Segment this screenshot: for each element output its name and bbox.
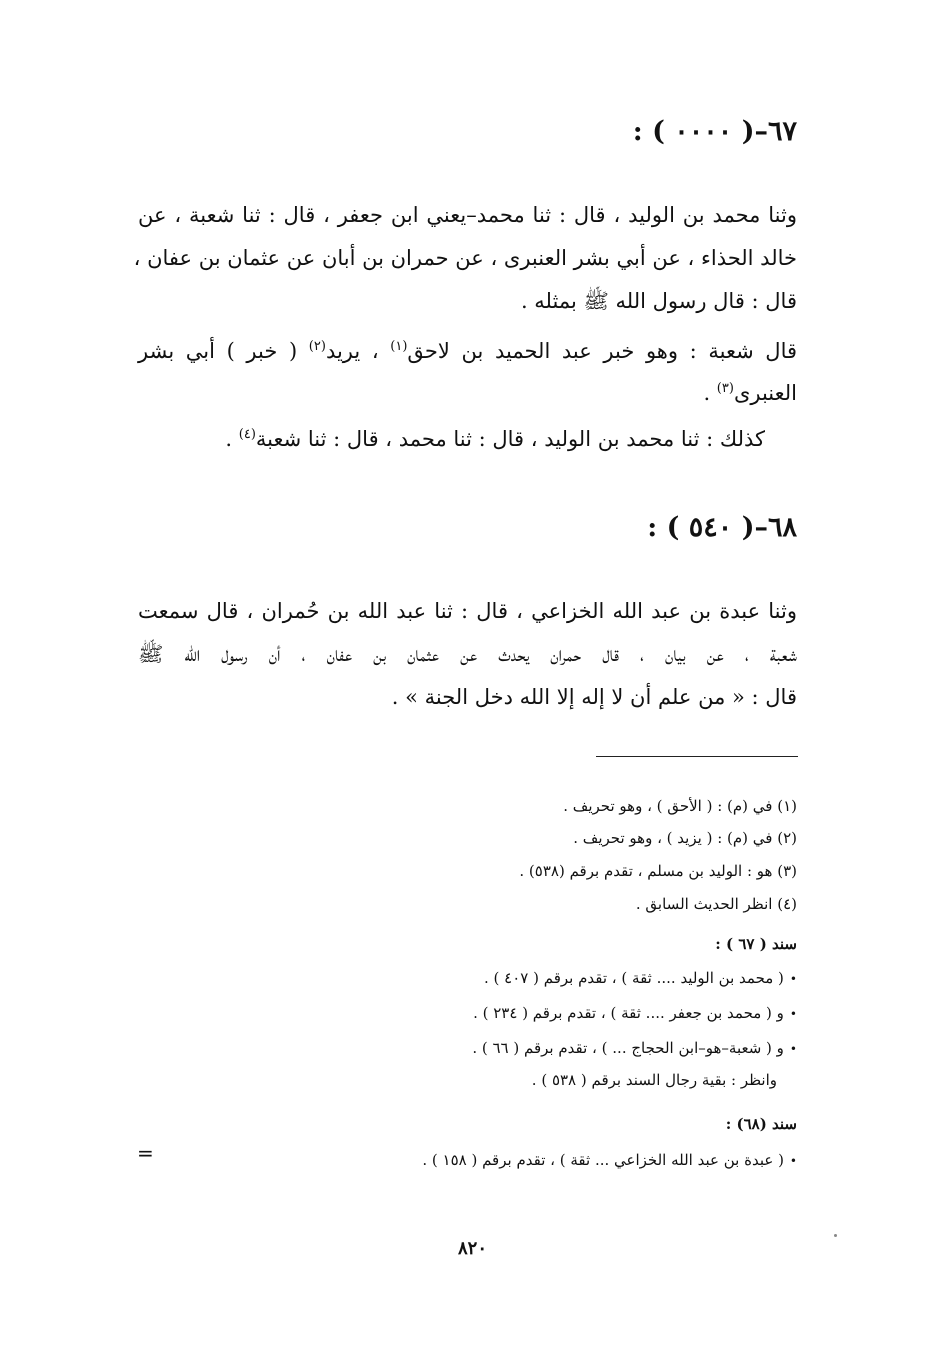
sanad-67-item-3	[472, 1036, 797, 1061]
hadith-68-line-1: وثنا عبدة بن عبد الله الخزاعي ، قال : ثنا عبد الله بن حُمران ، قال سمعت	[138, 599, 797, 623]
sanad-67-note: وانظر : بقية رجال السند برقم ( ٥٣٨ ) .	[531, 1071, 777, 1089]
line-5-text-b: .	[703, 381, 717, 405]
footnote-1: (١) في (م) : ( الأحق ) ، وهو تحريف .	[563, 797, 797, 815]
sanad-67-title: سند ( ٦٧ ) :	[715, 935, 797, 953]
line-4-text-c: ( خبر ) أبي بشر	[138, 339, 309, 363]
hadith-67-line-4	[138, 336, 797, 366]
bullet-icon: •	[789, 972, 797, 986]
footnote-ref-2: (٢)	[308, 339, 326, 354]
bullet-icon: •	[789, 1007, 797, 1021]
bullet-icon: •	[789, 1154, 797, 1168]
footnote-2: (٢) في (م) : ( يزيد ) ، وهو تحريف .	[573, 829, 797, 847]
sanad-67-item-2-text: و ( محمد بن جعفر .... ثقة ) ، تقدم برقم ( ٢٣٤ ) .	[473, 1004, 784, 1022]
footnote-ref-1: (١)	[390, 339, 408, 354]
sanad-67-item-1-text: ( محمد بن الوليد .... ثقة ) ، تقدم برقم ( ٤٠٧ ) .	[484, 969, 784, 987]
line-4-text-a: قال شعبة : وهو خبر عبد الحميد بن لاحق	[407, 339, 798, 363]
footnote-ref-4: (٤)	[238, 427, 256, 442]
sanad-67-item-2	[473, 1001, 797, 1026]
hadith-67-line-1: وثنا محمد بن الوليد ، قال : ثنا محمد–يعني ابن جعفر ، قال : ثنا شعبة ، عن	[138, 203, 797, 227]
line-4-text-b: ، يريد	[325, 339, 391, 363]
hadith-67-heading: ٦٧–( ٠٠٠٠ ) :	[632, 116, 797, 147]
scan-speck	[834, 1234, 837, 1237]
sanad-68-title: سند (٦٨) :	[725, 1115, 797, 1133]
footnote-4: (٤) انظر الحديث السابق .	[635, 895, 797, 913]
page-number: ٨٢٠	[457, 1238, 487, 1259]
footnote-ref-3: (٣)	[716, 381, 734, 396]
continuation-mark: =	[137, 1141, 154, 1165]
hadith-67-line-3: قال : قال رسول الله ﷺ بمثله .	[520, 289, 797, 313]
hadith-67-line-5	[703, 378, 797, 408]
footnote-separator	[596, 756, 798, 757]
hadith-68-line-3: قال : « من علم أن لا إله إلا الله دخل الجنة » .	[391, 685, 797, 709]
footnote-3: (٣) هو : الوليد بن مسلم ، تقدم برقم (٥٣٨) .	[519, 862, 797, 880]
sanad-67-item-3-text: و ( شعبة–هو–ابن الحجاج ... ) ، تقدم برقم ( ٦٦ ) .	[472, 1039, 784, 1057]
sanad-68-item-1	[422, 1148, 797, 1173]
hadith-67-line-2: خالد الحذاء ، عن أبي بشر العنبرى ، عن حمران بن أبان عن عثمان بن عفان ،	[133, 246, 797, 270]
line-6-text-b: .	[225, 427, 239, 451]
hadith-68-heading: ٦٨–( ٥٤٠ ) :	[647, 512, 797, 543]
bullet-icon: •	[789, 1042, 797, 1056]
hadith-68-line-2: شعبة ، عن بيان ، قال حمران يحدث عن عثمان بن عفان ، أن رسول الله ﷺ	[138, 642, 797, 666]
line-5-text-a: العنبرى	[733, 381, 797, 405]
line-6-text-a: كذلك : ثنا محمد بن الوليد ، قال : ثنا محمد ، قال : ثنا شعبة	[255, 427, 765, 451]
hadith-67-line-6	[225, 424, 765, 454]
sanad-68-item-1-text: ( عبدة بن عبد الله الخزاعي ... ثقة ) ، تقدم برقم ( ١٥٨ ) .	[422, 1151, 784, 1169]
sanad-67-item-1	[484, 966, 797, 991]
